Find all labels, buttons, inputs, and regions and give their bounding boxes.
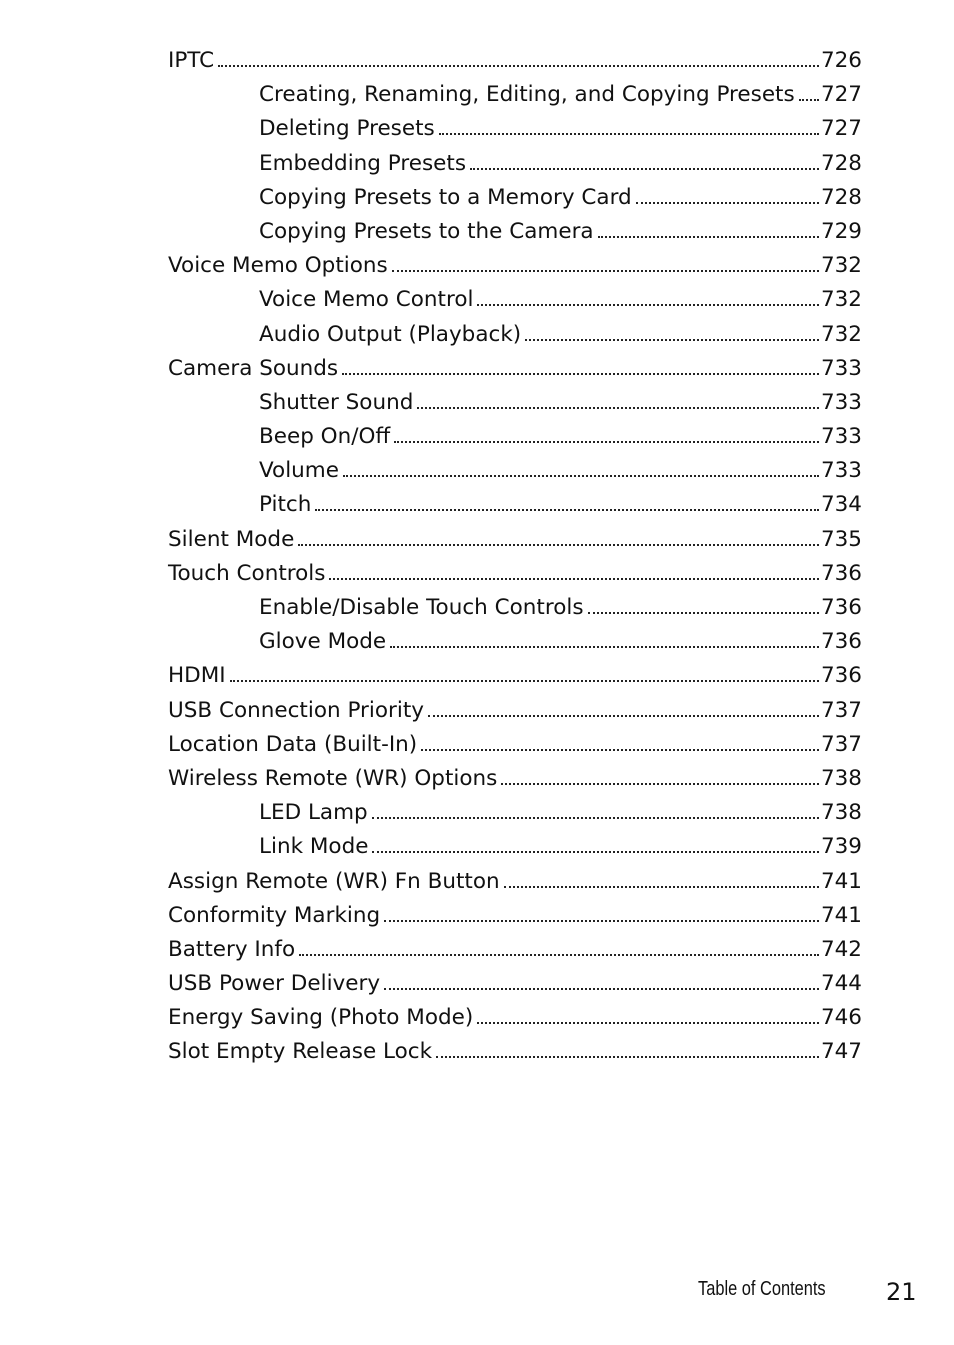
footer-section-label: Table of Contents [698,1278,826,1300]
toc-entry-label: Volume [259,458,339,484]
toc-entry-label: Voice Memo Control [259,287,474,313]
toc-entry-label: Copying Presets to the Camera [259,218,594,244]
toc-entry-touch-controls[interactable] [168,557,862,591]
dot-leader [421,749,819,751]
toc-entry-label: Audio Output (Playback) [259,321,522,347]
toc-entry-page: 733 [820,389,862,415]
toc-entry-label: Enable/Disable Touch Controls [259,595,584,620]
toc-entry-usb-power-delivery[interactable] [168,967,862,1001]
toc-entry-creating-presets[interactable] [168,78,862,112]
toc-entry-page: 738 [820,800,862,826]
toc-entry-page: 737 [820,731,862,757]
toc-entry-silent-mode[interactable] [168,523,862,557]
dot-leader [315,509,819,511]
toc-entry-page: 736 [820,560,862,586]
dot-leader [394,441,819,443]
toc-entry-beep-on-off[interactable] [168,420,862,454]
toc-entry-label: Camera Sounds [168,355,339,381]
toc-entry-label: Slot Empty Release Lock [168,1039,433,1065]
toc-entry-page: 727 [820,82,862,108]
dot-leader [384,988,819,990]
toc-entry-conformity-marking[interactable] [168,899,862,933]
toc-entry-page: 733 [820,424,862,450]
dot-leader [392,270,819,272]
dot-leader [230,680,819,682]
toc-entry-glove-mode[interactable] [168,625,862,659]
toc-entry-audio-output[interactable] [168,318,862,352]
toc-entry-label: Creating, Renaming, Editing, and Copying Presets [259,82,795,108]
dot-leader [436,1056,819,1058]
dot-leader [525,339,819,341]
toc-entry-page: 747 [820,1039,862,1065]
dot-leader [384,920,819,922]
toc-entry-page: 741 [820,868,862,894]
toc-entry-hdmi[interactable] [168,659,862,693]
dot-leader [329,578,818,580]
toc-entry-camera-sounds[interactable] [168,352,862,386]
toc-entry-page: 732 [820,287,862,313]
toc-entry-label: IPTC [168,48,215,73]
toc-entry-page: 735 [820,526,862,552]
toc-entry-energy-saving[interactable] [168,1001,862,1035]
dot-leader [342,373,819,375]
toc-entry-label: HDMI [168,663,226,689]
toc-entry-page: 734 [820,492,862,518]
toc-entry-page: 746 [820,1005,862,1031]
dot-leader [799,99,819,101]
toc-entry-page: 736 [820,629,862,655]
toc-entry-page: 737 [820,697,862,723]
toc-entry-page: 728 [820,150,862,176]
dot-leader [588,612,819,614]
toc-entry-enable-disable-touch[interactable] [168,591,862,625]
dot-leader [501,783,819,785]
toc-entry-copying-presets-memory-card[interactable] [168,181,862,215]
toc-entry-label: USB Power Delivery [168,971,381,997]
dot-leader [417,407,819,409]
toc-entry-label: Wireless Remote (WR) Options [168,765,498,791]
page-number: 21 [886,1278,917,1306]
toc-entry-page: 733 [820,458,862,484]
toc-entry-deleting-presets[interactable] [168,112,862,146]
toc-entry-label: Embedding Presets [259,150,467,176]
toc-entry-voice-memo-options[interactable] [168,249,862,283]
dot-leader [390,646,819,648]
dot-leader [298,544,819,546]
toc-entry-label: Energy Saving (Photo Mode) [168,1005,474,1031]
toc-entry-led-lamp[interactable] [168,796,862,830]
dot-leader [299,954,819,956]
toc-entry-location-data[interactable] [168,728,862,762]
toc-entry-label: Shutter Sound [259,389,414,415]
toc-entry-label: Glove Mode [259,629,387,655]
toc-entry-label: Pitch [259,492,312,518]
dot-leader [343,475,819,477]
toc-entry-page: 741 [820,902,862,928]
toc-entry-page: 739 [820,834,862,860]
dot-leader [636,202,819,204]
table-of-contents-list [168,44,862,1070]
toc-entry-page: 736 [820,595,862,620]
toc-entry-label: USB Connection Priority [168,697,424,723]
dot-leader [470,168,819,170]
toc-entry-slot-empty-release-lock[interactable] [168,1035,862,1069]
toc-entry-page: 738 [820,765,862,791]
toc-entry-label: Voice Memo Options [168,253,388,279]
dot-leader [218,65,819,67]
toc-entry-embedding-presets[interactable] [168,147,862,181]
toc-entry-label: Silent Mode [168,526,295,552]
toc-entry-page: 732 [820,253,862,279]
toc-entry-page: 742 [820,936,862,962]
toc-entry-volume[interactable] [168,454,862,488]
toc-entry-label: Conformity Marking [168,902,381,928]
toc-entry-page: 744 [820,971,862,997]
toc-entry-label: Beep On/Off [259,424,391,450]
toc-entry-wireless-remote-options[interactable] [168,762,862,796]
dot-leader [477,304,818,306]
toc-entry-pitch[interactable] [168,488,862,522]
toc-entry-page: 733 [820,355,862,381]
toc-entry-page: 728 [820,184,862,210]
dot-leader [372,817,819,819]
toc-entry-label: Touch Controls [168,560,326,586]
toc-entry-page: 727 [820,116,862,142]
toc-entry-battery-info[interactable] [168,933,862,967]
dot-leader [477,1022,819,1024]
toc-entry-link-mode[interactable] [168,830,862,864]
dot-leader [504,886,819,888]
toc-entry-label: Location Data (Built-In) [168,731,418,757]
toc-entry-page: 736 [820,663,862,689]
toc-entry-usb-connection-priority[interactable] [168,694,862,728]
toc-entry-label: Copying Presets to a Memory Card [259,184,632,210]
toc-entry-copying-presets-camera[interactable] [168,215,862,249]
dot-leader [428,715,819,717]
toc-entry-label: Battery Info [168,936,296,962]
toc-entry-label: Link Mode [259,834,369,860]
toc-entry-label: LED Lamp [259,800,368,826]
dot-leader [598,236,819,238]
toc-entry-iptc[interactable] [168,44,862,78]
toc-entry-label: Deleting Presets [259,116,435,142]
toc-entry-assign-remote-fn[interactable] [168,865,862,899]
toc-entry-page: 726 [820,48,862,73]
toc-entry-label: Assign Remote (WR) Fn Button [168,868,500,894]
dot-leader [439,133,819,135]
dot-leader [372,851,819,853]
toc-entry-page: 729 [820,218,862,244]
toc-entry-shutter-sound[interactable] [168,386,862,420]
toc-entry-voice-memo-control[interactable] [168,283,862,317]
toc-entry-page: 732 [820,321,862,347]
